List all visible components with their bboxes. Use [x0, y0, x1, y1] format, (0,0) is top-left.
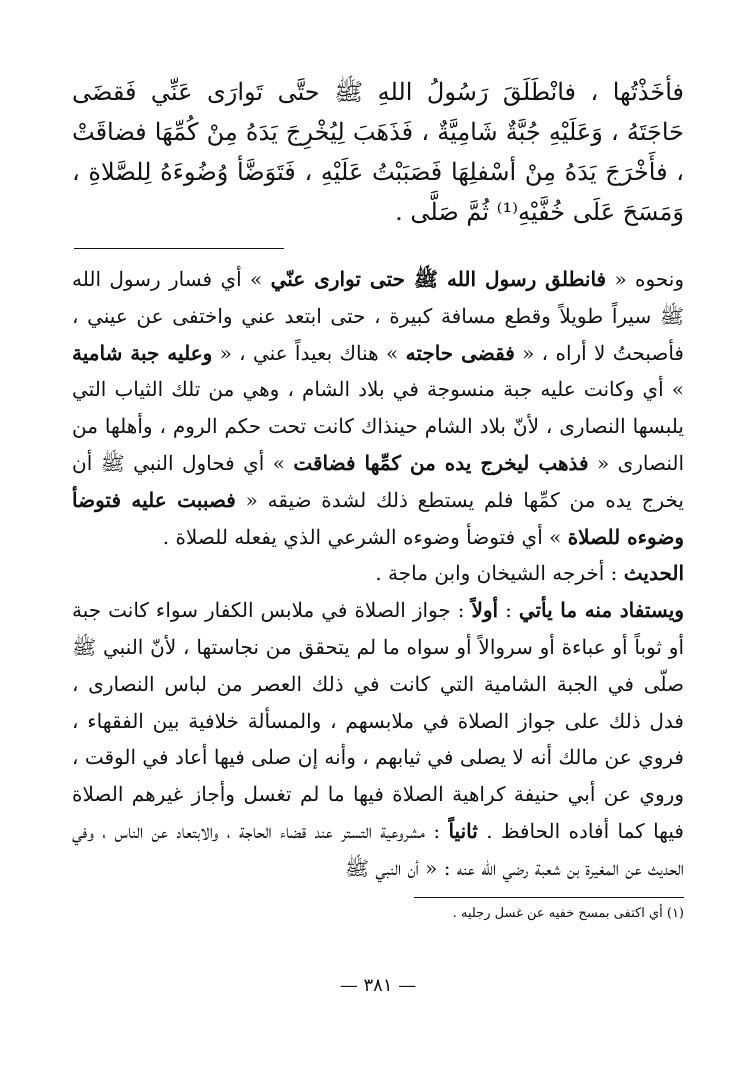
page-number: — ٣٨١ —	[339, 975, 417, 996]
hadith-text: فأخَذْتُها ، فانْطَلَقَ رَسُولُ اللهِ ﷺ حتَّى تَوارَى عَنِّي فَقضَى حَاجَتَهُ ، وَعَلَيْهِ جُبَّةٌ شَامِيَّةٌ ، فَذَهَبَ لِيُخْرِجَ يَدَهُ مِنْ كُمِّهَا فضاقَتْ ، فأَخْرَجَ يَدَهُ مِنْ أسْفلِهَا فَصَبَبْتُ عَلَيْهِ ، فَتَوَضَّأ وُضُوءَهُ لِلصَّلاةِ ، وَمَسَحَ عَلَى خُفَّيْهِ⁽¹⁾ ثُمَّ صَلَّى .	[72, 78, 684, 226]
quoted-phrase: فذهب ليخرج يده من كمِّها فضاقت	[293, 450, 589, 475]
page-body	[72, 72, 684, 924]
point-label: ثانياً	[448, 818, 478, 843]
section-divider	[74, 248, 284, 249]
quoted-phrase: فانطلق رسول الله ﷺ حتى توارى عنّي	[270, 267, 607, 291]
commentary-text: : مشروعية التستر عند قضاء الحاجة ، والابتعاد عن الناس ، وفي الحديث عن المغيرة بن شعبة رضي الله عنه : « أن النبي ﷺ	[72, 818, 684, 880]
commentary-text: » أي فحاول النبي ﷺ أن يخرج يده من كمِّها فلم يستطع ذلك لشدة ضيقه «	[72, 450, 684, 512]
quoted-phrase: وعليه جبة شامية	[72, 340, 213, 365]
footnote-divider	[414, 897, 684, 898]
commentary-paragraph-3	[72, 592, 684, 886]
section-label: ويستفاد منه ما يأتي	[518, 598, 684, 623]
quoted-phrase: فقضى حاجته	[405, 340, 515, 365]
commentary-paragraph-2	[72, 555, 684, 592]
point-label: أولاً	[471, 598, 499, 623]
footnote: (١) أي اكتفى بمسح خفيه عن غسل رجليه .	[452, 905, 684, 921]
commentary-text: : جواز الصلاة في ملابس الكفار سواء كانت جبة أو ثوباً أو عباءة أو سروالاً أو سواه ما لم يتحقق من نجاستها ، لأنّ النبي ﷺ صلّى في الجبة الشامية التي كانت في ذلك العصر من لباس النصارى ، فدل ذلك على جواز الصلاة في ملابسهم ، والمسألة خلافية بين الفقهاء ، فروي عن مالك أنه لا يصلى في ثيابهم ، وأنه إن صلى فيها أعاد في الوقت ، وروي عن أبي حنيفة كراهية الصلاة فيها ما لم تغسل وأجاز غيرهم الصلاة فيها كما أفاده الحافظ .	[72, 598, 684, 843]
quoted-phrase: فصببت عليه فتوضأ وضوءه للصلاة	[72, 487, 684, 549]
commentary-text: » أي فتوضأ وضوءه الشرعي الذي يفعله للصلاة .	[162, 524, 568, 549]
commentary-paragraph-1	[72, 261, 684, 555]
section-label: الحديث	[623, 561, 684, 586]
commentary-text: » أي وكانت عليه جبة منسوجة في بلاد الشام ، وهي من تلك الثياب التي يلبسها النصارى ، لأنّ بلاد الشام حينذاك كانت تحت حكم الروم ، وأهلها من النصارى «	[72, 377, 685, 475]
commentary-text: » أي فسار رسول الله ﷺ سيراً طويلاً وقطع مسافة كبيرة ، حتى ابتعد عني واختفى عن عيني ، فأصبحتُ لا أراه ، «	[72, 267, 684, 365]
commentary-text: : أخرجه الشيخان وابن ماجة .	[375, 561, 624, 586]
separator: :	[498, 598, 519, 623]
commentary-text: » هناك بعيداً عني ، «	[212, 340, 406, 365]
commentary-text: ونحوه «	[606, 267, 684, 291]
